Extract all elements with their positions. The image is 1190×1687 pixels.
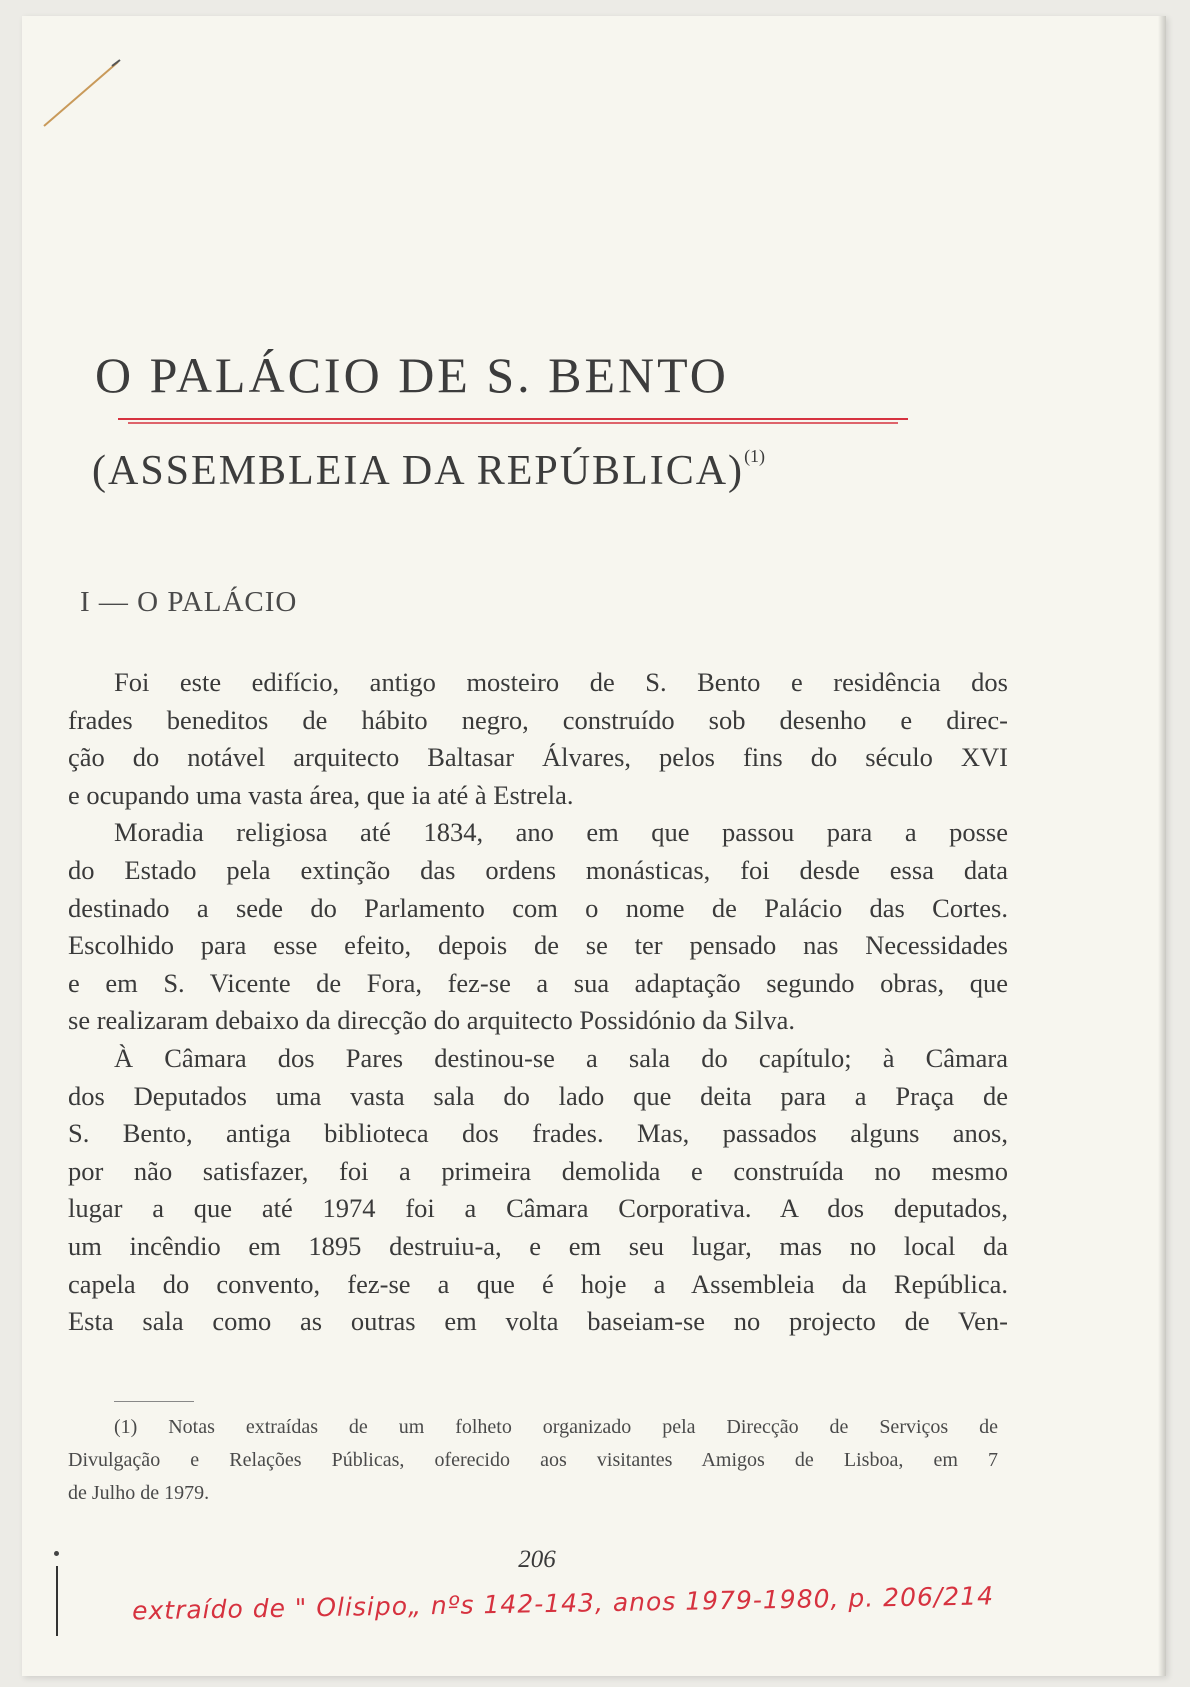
body-line: capela do convento, fez-se a que é hoje a Assembleia da República. [68, 1268, 1008, 1299]
footnote-reference: (1) [744, 446, 766, 466]
body-line: e ocupando uma vasta área, que ia até à Estrela. [68, 779, 574, 810]
footnote-line: de Julho de 1979. [68, 1482, 210, 1504]
pencil-mark-icon [36, 56, 156, 146]
body-line: um incêndio em 1895 destruiu-a, e em seu lugar, mas no local da [68, 1230, 1008, 1261]
body-line: se realizaram debaixo da direcção do arquitecto Possidónio da Silva. [68, 1005, 796, 1036]
subtitle-text: (ASSEMBLEIA DA REPÚBLICA) [92, 448, 745, 494]
body-line: À Câmara dos Pares destinou-se a sala do capítulo; à Câmara [114, 1042, 1008, 1073]
title-underline [118, 417, 908, 425]
body-line: destinado a sede do Parlamento com o nome de Palácio das Cortes. [68, 892, 1008, 923]
footnotes [68, 1411, 998, 1510]
body-line: S. Bento, antiga biblioteca dos frades. Mas, passados alguns anos, [68, 1118, 1008, 1149]
body-line: Escolhido para esse efeito, depois de se ter pensado nas Necessidades [68, 930, 1008, 961]
footnote-line: Divulgação e Relações Públicas, oferecido aos visitantes Amigos de Lisboa, em 7 [68, 1449, 998, 1471]
body-line: dos Deputados uma vasta sala do lado que deita para a Praça de [68, 1080, 1008, 1111]
body-line: Foi este edifício, antigo mosteiro de S. Bento e residência dos [114, 667, 1008, 697]
body-line: e em S. Vicente de Fora, fez-se a sua adaptação segundo obras, que [68, 967, 1008, 998]
document-subtitle [92, 446, 992, 495]
footnote-divider [114, 1401, 194, 1402]
section-heading: I — O PALÁCIO [80, 586, 298, 618]
document-page [22, 16, 1166, 1676]
margin-dot [54, 1551, 59, 1556]
document-title: O PALÁCIO DE S. BENTO [95, 347, 729, 403]
body-line: ção do notável arquitecto Baltasar Álvares, pelos fins do século XVI [68, 742, 1008, 773]
body-line: Moradia religiosa até 1834, ano em que passou para a posse [114, 817, 1008, 848]
body-text [68, 664, 1008, 1341]
body-line: por não satisfazer, foi a primeira demolida e construída no mesmo [68, 1155, 1008, 1186]
body-line: frades beneditos de hábito negro, construído sob desenho e direc- [68, 704, 1008, 735]
page-number: 206 [518, 1546, 556, 1573]
body-line: do Estado pela extinção das ordens monásticas, foi desde essa data [68, 854, 1008, 885]
body-line: lugar a que até 1974 foi a Câmara Corporativa. A dos deputados, [68, 1193, 1008, 1224]
page-edge-shadow [1158, 16, 1166, 1676]
handwritten-source-note: extraído de " Olisipo„ nºs 142-143, anos 1979-1980, p. 206/214 [131, 1581, 995, 1626]
margin-bar [56, 1566, 58, 1636]
body-line: Esta sala como as outras em volta baseiam-se no projecto de Ven- [68, 1306, 1008, 1337]
footnote-line: (1) Notas extraídas de um folheto organizado pela Direcção de Serviços de [114, 1416, 998, 1438]
